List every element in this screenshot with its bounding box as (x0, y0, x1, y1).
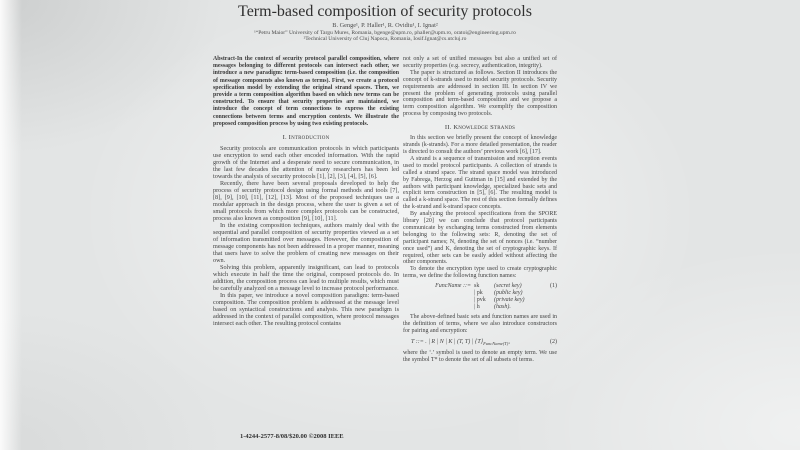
equation-tail: , (508, 338, 510, 345)
equation-desc: (public key) (494, 290, 523, 297)
knowledge-strands-paragraph: A strand is a sequence of transmission and reception events used to model protocol participants. A collection of strands is called a strand space. The strand space model was introduced by Fabrega, Herzog and Guttman in [15] and extended by the authors with participant knowledge, specialized basic sets and explicit term construction in [5], [6]. The resulting model is called a k-strand space. The rest of this section formally defines the k-strand and k-strand space concepts. (403, 155, 557, 211)
paper-title: Term-based composition of security protocols (238, 3, 532, 20)
left-column (213, 56, 399, 327)
equation-lhs (427, 304, 474, 311)
equation-row (427, 290, 557, 297)
equation-number (538, 297, 557, 304)
section-heading-knowledge-strands: II. Knowledge Strands (444, 124, 516, 132)
equation-lhs: FuncName ::= (435, 283, 471, 290)
intro-continued-paragraph: not only a set of unified messages but also a unified set of security properties (e.g. secrecy, authentication, integrity). (403, 56, 557, 69)
equation-term: sk (474, 283, 480, 290)
equation-term: | h (474, 304, 480, 311)
knowledge-strands-paragraph: where the ‘.’ symbol is used to denote an empty term. We use the symbol T* to denote the set of all subsets of terms. (403, 350, 557, 363)
author-line: B. Genge¹, P. Haller¹, R. Ovidiu¹, I. Ignat² (332, 22, 438, 29)
affiliation-1: ¹“Petru Maior” University of Targu Mures, Romania, bgenge@upm.ro, phaller@upm.ro, oratoi@engineering.upm.ro (254, 29, 516, 36)
equation-lhs (427, 297, 474, 304)
knowledge-strands-paragraph: By analyzing the protocol specifications from the SPORE library [20] we can conclude that protocol participants communicate by exchanging terms constructed from elements belonging to the following sets: R, denoting the set of participant names; N, denoting the set of nonces (i.e. “number once used”) and K, denoting the set of cryptographic keys. If required, other sets can be easily added without affecting the other components. (403, 211, 557, 266)
knowledge-strands-paragraph: The above-defined basic sets and function names are used in the definition of terms, where we also introduce constructors for pairing and encryption: (403, 314, 557, 334)
affiliation-2: ²Technical University of Cluj Napoca, Romania, Iosif.Ignat@cs.utcluj.ro (303, 35, 467, 42)
copyright-line: 1-4244-2577-8/08/$20.00 ©2008 IEEE (240, 433, 344, 440)
knowledge-strands-paragraph: To denote the encryption type used to create cryptographic terms, we define the following function names: (403, 266, 557, 280)
intro-paragraph: Recently, there have been several proposals developed to help the process of security protocol design using formal methods and tools [7], [8], [9], [10], [11], [12], [13]. Most of the proposed techniques use a modular approach in the design process, where the user is given a set of small protocols from which more complex protocols can be constructed, process also known as composition [9], [10], [11]. (213, 180, 399, 223)
knowledge-strands-paragraph: In this section we briefly present the concept of knowledge strands (k-strands). For a more detailed presentation, the reader is directed to consult the authors’ previous work [6], [17]. (403, 135, 557, 155)
intro-paragraph: In this paper, we introduce a novel composition paradigm: term-based composition. The composition problem is addressed at the message level based on syntactical constructions and analysis. This new paradigm is addressed in the context of parallel composition, where protocol messages intersect each other. The resulting protocol contains (213, 292, 399, 328)
equation-row (427, 304, 557, 311)
equation-lhs (427, 290, 474, 297)
section-heading-introduction: I. Introduction (282, 134, 330, 142)
equation-desc: (secret key) (494, 283, 522, 290)
equation-grammar: T ::= . | R | N | K | (T, T) | {T} (411, 338, 484, 345)
equation-number (538, 304, 557, 311)
abstract: Abstract-In the context of security protocol parallel composition, where messages belonging to different protocols can intersect each other, we introduce a new paradigm: term-based composition (i.e. the composition of message components also known as terms). First, we create a protocol specification model by extending the original strand spaces. Then, we provide a term composition algorithm based on which new terms can be constructed. To ensure that security properties are maintained, we introduce the concept of term connections to express the existing connections between terms and encryption contexts. We illustrate the proposed composition process by using two existing protocols. (213, 56, 399, 127)
equation-desc: (private key) (494, 297, 525, 304)
equation-row (427, 283, 557, 290)
equation-row (427, 297, 557, 304)
author-block (170, 22, 600, 42)
equation-function-names (403, 283, 557, 311)
right-column (403, 56, 557, 364)
equation-desc: (hash). (494, 304, 511, 311)
paper-structure-paragraph: The paper is structured as follows. Section II introduces the concept of k-strands used to model security protocols. Security requirements are addressed in section III. In section IV we present the problem of generating protocols using parallel composition and term-based composition and we propose a term composition algorithm. We exemplify the composition process by composing two protocols. (403, 69, 557, 118)
intro-paragraph: Security protocols are communication protocols in which participants use encryption to send each other encoded information. With the rapid growth of the Internet and a desperate need to secure communication, in the last few decades the attention of many researchers has been led towards the analysis of security protocols [1], [2], [3], [4], [5], [6]. (213, 145, 399, 181)
equation-number: (1) (550, 283, 557, 290)
equation-term: | pk (474, 290, 483, 297)
equation-subscript: FuncName(T) (483, 341, 509, 347)
intro-paragraph: Solving this problem, apparently insignificant, can lead to protocols which execute in half the time the original, composed protocols do. In addition, the composition process can lead to multiple results, which must be carefully analyzed on a message level to increase protocol performance. (213, 264, 399, 293)
equation-term: | pvk (474, 297, 486, 304)
equation-terms-grammar (403, 339, 557, 347)
intro-paragraph: In the existing composition techniques, authors mainly deal with the sequential and parallel composition of security properties viewed as a set of information transmitted over messages. However, the composition of message components has not been addressed in a proper manner, meaning that users have to solve the problem of creating new messages on their own. (213, 222, 399, 265)
equation-body (411, 339, 510, 347)
equation-number: (2) (550, 338, 557, 345)
equation-number (538, 290, 557, 297)
